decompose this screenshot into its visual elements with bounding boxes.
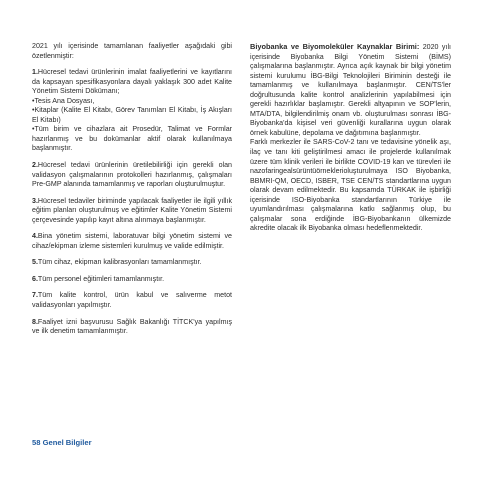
item-number: 4. [32,232,38,241]
right-column [250,42,451,241]
item-text: Tüm cihaz, ekipman kalibrasyonları tamamlanmıştır. [37,258,202,267]
bullet-text: •Kitaplar (Kalite El Kitabı, Görev Tanımları El Kitabı, İş Akışları El Kitabı) [32,106,232,124]
bullet-text: •Tesis Ana Dosyası, [32,96,95,105]
page-number: 58 [32,438,41,447]
biobank-paragraph [250,42,451,138]
item-number: 2. [32,161,38,170]
list-bullet-1 [32,97,232,107]
left-column [32,42,232,344]
list-item-2 [32,161,232,190]
list-item-3 [32,197,232,226]
item-number: 7. [32,291,38,300]
section-title: Biyobanka ve Biyomoleküler Kaynaklar Birimi: [250,42,420,51]
covid-paragraph: Farklı merkezler ile SARS-CoV-2 tanı ve tedavisine yönelik aşı, ilaç ve tanı kiti geliştirilmesi amacı ile projelerde kullanılmak üzere tüm klinik verileri ile birlikte COVID-19 kan ve türevleri ile nazofaringealsürüntüörneklerioluşturulmaya ISO Biyobanka, BBMRI-QM, OECD, ISBER, TSE CEN/TS standartlarına uygun olarak devam edilmektedir. Bu kapsamda TÜRKAK ile işbirliği içerisinde ISO-Biyobanka standartlarının Türkiye ile uyumlandırılması çalışmalarına katkı sağlanmış olup, bu çalışmalar sona erdiğinde İBG-Biyobankanın ülkemizde akredite olacak ilk Biyobanka olması hedeflenmektedir. [250,138,451,233]
page-footer [32,438,92,447]
intro-paragraph: 2021 yılı içerisinde tamamlanan faaliyetler aşağıdaki gibi özetlenmiştir: [32,42,232,60]
item-text: Tüm personel eğitimleri tamamlanmıştır. [37,274,165,283]
list-item-7 [32,291,232,310]
item-number: 8. [32,317,38,326]
item-text: Faaliyet izni başvurusu Sağlık Bakanlığı TİTCK'ya yapılmış ve ilk denetim tamamlanmıştır. [32,317,232,336]
list-item-6 [32,275,232,285]
item-text: Hücresel tedavi ürünlerinin imalat faaliyetlerini ve kayıtlarını da kapsayan spesifikasyonlara dayalı yaklaşık 300 adet Kalite Yönetim Sistemi Dökümanı; [32,68,232,96]
item-number: 6. [32,274,38,283]
list-item-1 [32,68,232,97]
list-item-5 [32,258,232,268]
list-item-4 [32,232,232,251]
list-item-8 [32,318,232,337]
paragraph-text: 2020 yılı içerisinde Biyobanka Bilgi Yönetim Sistemi (BİMS) çalışmalarına başlanmıştır. Ayrıca açık kaynak bir bilgi yönetim sistemi kurulumu İBG-Bilgi Teknolojileri Biriminin desteği ile tamamlanmış ve kullanılmaya başlanmıştır. CEN/TS'ler doğrultusunda kalite kontrol analizlerinin yapılabilmesi için gerekli hazırlıklar başlamıştır. Gerekli altyapının ve SOP'lerin, MTA/DTA, bilgilendirilmiş onam vb. oluşturulması sonrası İBG-Biyobanka'da kişisel veri güvenliği kurallarına uygun olarak örnek kabulüne, depolama ve dağıtımına başlanmıştır. [250,43,451,137]
item-text: Hücresel tedavi ürünlerinin üretilebilirliği için gerekli olan validasyon çalışmalarının protokolleri hazırlanmış, çalışmaları Pre-GMP alanında tamamlanmış ve raporları oluşturulmuştur. [32,161,232,189]
item-text: Hücresel tedaviler biriminde yapılacak faaliyetler ile ilgili yıllık eğitim planları oluşturulmuş ve eğitimler Kalite Yönetim Sistemi çerçevesinde yapılıp kayıt altına alınmaya başlanmıştır. [32,196,232,224]
list-bullet-2 [32,106,232,125]
item-number: 5. [32,258,38,267]
item-number: 3. [32,196,38,205]
bullet-text: •Tüm birim ve cihazlara ait Prosedür, Talimat ve Formlar hazırlanmış ve bu dokümanlar aktif olarak kullanılmaya başlanmıştır. [32,125,232,153]
section-name: Genel Bilgiler [42,438,92,447]
item-text: Tüm kalite kontrol, ürün kabul ve salıverme metot validasyonları yapılmıştır. [32,291,232,310]
list-bullet-3 [32,125,232,154]
item-text: Bina yönetim sistemi, laboratuvar bilgi yönetim sistemi ve cihaz/ekipman izleme sistemleri kurulmuş ve valide edilmiştir. [32,232,232,250]
item-number: 1. [32,68,38,77]
